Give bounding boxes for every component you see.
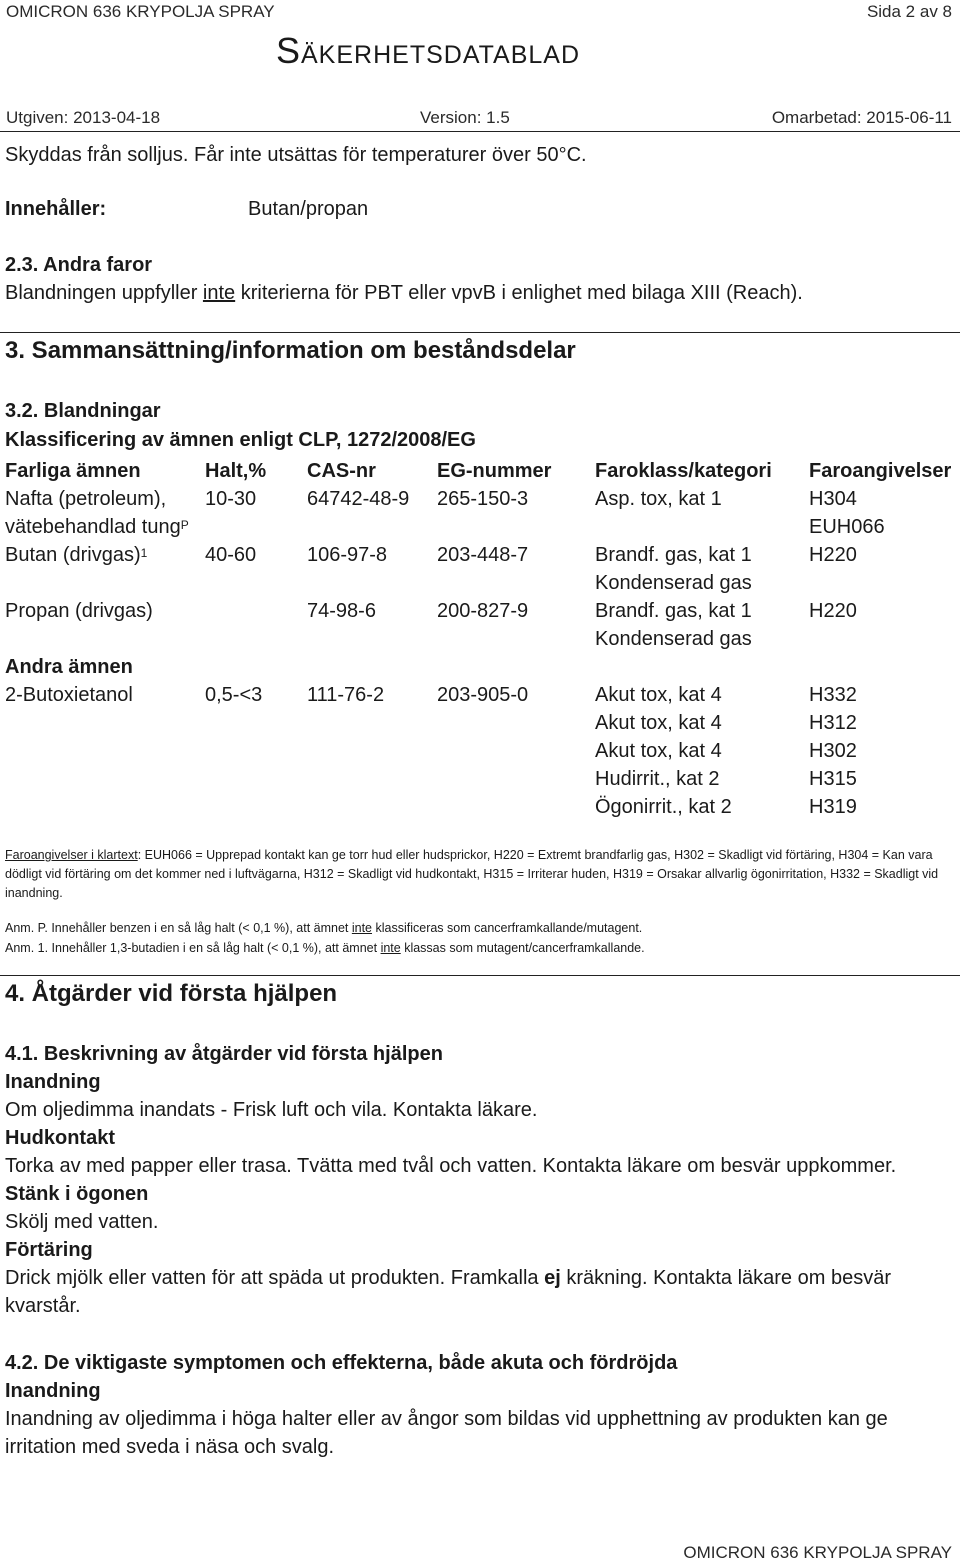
eye-contact-text: Skölj med vatten. <box>5 1211 159 1233</box>
eg-number: 203-448-7 <box>437 544 529 566</box>
skin-contact-label: Hudkontakt <box>5 1127 115 1149</box>
substance-name: Nafta (petroleum), vätebehandlad tung$^P$ <box>5 488 189 538</box>
section-3-heading: 3. Sammansättning/information om beståndsdelar <box>5 337 576 364</box>
issued-date: Utgiven: 2013-04-18 <box>6 108 161 127</box>
document-title: Säkerhetsdatablad <box>276 30 581 71</box>
hazard-class: Brandf. gas, kat 1 Kondenserad gas <box>595 544 752 594</box>
cas-number: 111-76-2 <box>307 684 385 706</box>
table-row <box>5 597 959 653</box>
substance-name: Butan (drivgas)$^1$ <box>5 544 148 566</box>
note-1: Anm. 1. Innehåller 1,3-butadien i en så låg halt (< 0,1 %), att ämnet inte klassas som mutagent/cancerframkallande. <box>5 941 645 955</box>
cas-number: 74-98-6 <box>307 600 376 622</box>
section-3-2-heading: 3.2. Blandningar <box>5 400 161 422</box>
concentration <box>205 597 307 653</box>
hazard-class: Akut tox, kat 4 Akut tox, kat 4 Akut tox, kat 4 Hudirrit., kat 2 Ögonirrit., kat 2 <box>595 684 732 818</box>
inhalation-label: Inandning <box>5 1071 101 1093</box>
hazard-statement: H220 <box>809 544 857 566</box>
table-row <box>5 541 959 597</box>
eg-number: 265-150-3 <box>437 488 529 510</box>
contains-value: Butan/propan <box>248 198 369 220</box>
table-row <box>5 485 959 541</box>
table-row <box>5 681 959 821</box>
column-header: Faroangivelser <box>809 460 952 482</box>
eg-number: 200-827-9 <box>437 600 529 622</box>
hazard-statement: H304 EUH066 <box>809 488 885 538</box>
inhalation-symptoms-text-cont: irritation med sveda i näsa och svalg. <box>5 1436 335 1458</box>
hazard-statements-plaintext: Faroangivelser i klartext: EUH066 = Upprepad kontakt kan ge torr hud eller hudsprickor, H220 = Extremt brandfarlig gas, H302 = Skadligt vid förtäring, H304 = Kan vara dödligt vid förtäring om det kommer ned i luftvägarna, H312 = Skadligt vid hudkontakt, H315 = Irriterar huden, H319 = Orsakar allvarlig ögonirritation, H332 = Skadligt vid inandning. <box>5 848 939 900</box>
section-2-3-text: Blandningen uppfyller inte kriterierna för PBT eller vpvB i enlighet med bilaga XIII (Reach). <box>5 282 803 304</box>
ingestion-label: Förtäring <box>5 1239 93 1261</box>
substance-name: 2-Butoxietanol <box>5 684 133 706</box>
cas-number: 64742-48-9 <box>307 488 410 510</box>
section-4-1-heading: 4.1. Beskrivning av åtgärder vid första hjälpen <box>5 1043 443 1065</box>
other-substances-heading: Andra ämnen <box>5 656 133 678</box>
concentration: 40-60 <box>205 544 257 566</box>
hazard-class: Brandf. gas, kat 1 Kondenserad gas <box>595 600 752 650</box>
inhalation-text: Om oljedimma inandats - Frisk luft och vila. Kontakta läkare. <box>5 1099 538 1121</box>
column-header: Halt,% <box>205 460 267 482</box>
column-header: Faroklass/kategori <box>595 460 772 482</box>
concentration: 10-30 <box>205 488 257 510</box>
inhalation-symptoms-text: Inandning av oljedimma i höga halter eller av ångor som bildas vid upphettning av produkten kan ge <box>5 1408 888 1430</box>
classification-heading: Klassificering av ämnen enligt CLP, 1272/2008/EG <box>5 429 476 451</box>
hazard-statement: H332 H312 H302 H315 H319 <box>809 684 857 818</box>
components-table <box>5 457 960 821</box>
section-2-3-heading: 2.3. Andra faror <box>5 254 153 276</box>
eg-number: 203-905-0 <box>437 684 529 706</box>
section-4-heading: 4. Åtgärder vid första hjälpen <box>5 980 338 1007</box>
version: Version: 1.5 <box>420 108 510 127</box>
table-header-row <box>5 457 959 485</box>
substance-name: Propan (drivgas) <box>5 600 153 622</box>
eye-contact-label: Stänk i ögonen <box>5 1183 149 1205</box>
footer-product-name: OMICRON 636 KRYPOLJA SPRAY <box>683 1543 952 1562</box>
contains-label: Innehåller: <box>5 198 107 220</box>
concentration: 0,5-<3 <box>205 684 263 706</box>
ingestion-text: Drick mjölk eller vatten för att späda ut produkten. Framkalla ej kräkning. Kontakta läkare om besvär <box>5 1267 891 1289</box>
hazard-class: Asp. tox, kat 1 <box>595 488 722 510</box>
column-header: CAS-nr <box>307 460 376 482</box>
cas-number: 106-97-8 <box>307 544 388 566</box>
other-substances-heading-row <box>5 653 959 681</box>
section-3-divider <box>0 332 960 333</box>
skin-contact-text: Torka av med papper eller trasa. Tvätta med tvål och vatten. Kontakta läkare om besvär uppkommer. <box>5 1155 897 1177</box>
ingestion-text-cont: kvarstår. <box>5 1295 81 1317</box>
inhalation-symptoms-label: Inandning <box>5 1380 101 1402</box>
section-4-divider <box>0 975 960 976</box>
hazard-statement: H220 <box>809 600 857 622</box>
column-header: Farliga ämnen <box>5 460 141 482</box>
section-4-2-heading: 4.2. De viktigaste symptomen och effekterna, både akuta och fördröjda <box>5 1352 678 1374</box>
revised-date: Omarbetad: 2015-06-11 <box>771 108 952 127</box>
header-product-name: OMICRON 636 KRYPOLJA SPRAY <box>6 2 275 21</box>
storage-text: Skyddas från solljus. Får inte utsättas för temperaturer över 50°C. <box>5 144 587 166</box>
note-p: Anm. P. Innehåller benzen i en så låg halt (< 0,1 %), att ämnet inte klassificeras som cancerframkallande/mutagent. <box>5 921 643 935</box>
header-page-number: Sida 2 av 8 <box>866 2 952 21</box>
column-header: EG-nummer <box>437 460 552 482</box>
header-divider <box>0 131 960 132</box>
